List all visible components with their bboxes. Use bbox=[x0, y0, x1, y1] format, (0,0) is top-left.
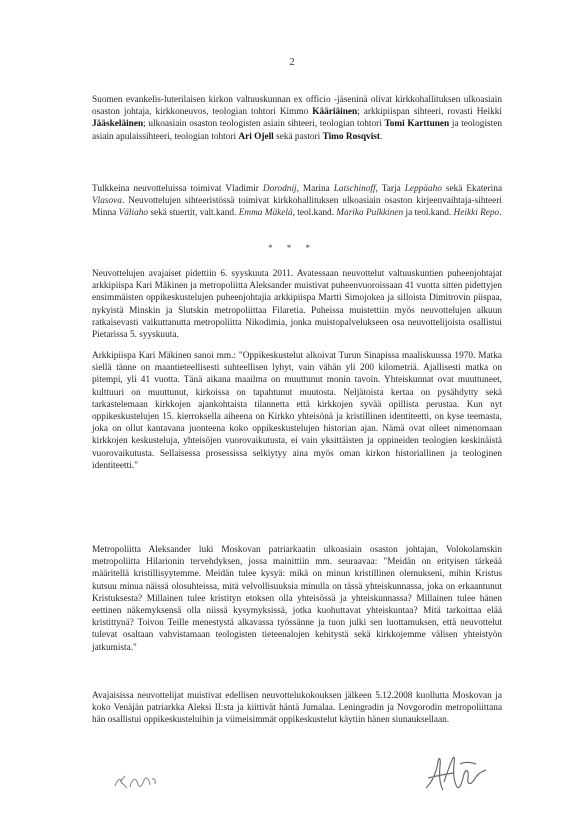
paragraph-archbishop-quote: Arkkipiispa Kari Mäkinen sanoi mm.: "Oppikeskustelut alkoivat Turun Sinapissa maaliskuussa 1970. Matka siellä tänne on maantieteellisesti suhteellisen lyhyt, vain vähän yli 200 kilometriä. Ajallisesti matka on pitempi, yli 41 vuotta. Tänä aikana maailma on muuttunut monin tavoin. Yhteiskunnat ovat muuttuneet, kulttuuri on muuttunut, kirkoissa on tapahtunut muutosta. Neljätoista kertaa on pysähdytty sekä tarkastelemaan kirkkojen ajankohtaista tilannetta että kirkkojen syvää opillista perustaa. Kun nyt oppikeskustelujen 15. kierroksella aiheena on Kirkko yhteisönä ja kristillinen identiteetti, on kyse teemasta, joka on ollut kantavana juonteena koko oppikeskustelujen historian ajan. Nämä ovat olleet nimenomaan kirkkojen keskusteluja, yhteisöjen vuorovaikutusta, ei vain yksittäisten ja oppineiden teologien keskinäistä vuorovaikutusta. Sellaisessa prosessissa selkiytyy aina myös oman kirkon historiallinen ja teologinen identiteetti." bbox=[92, 351, 502, 471]
text: sekä Ekaterina bbox=[441, 184, 502, 194]
paragraph-metropolitan-greeting: Metropoliitta Aleksander luki Moskovan patriarkaatin ulkoasiain osaston johtajan, Volokolamskin metropoliitta Hilarionin tervehdyksen, jossa mainittiin mm. seuraavaa: "Meidän on erityisen tärkeää määritellä kristillisyytemme. Meidän tulee kysyä: mikä on minun kristillinen olemukseni, mihin Kristus kutsuu minua näissä olosuhteissa, mitä velvollisuuksia minulla on tässä yhteiskunnassa, joka on erkaantunut Kristuksesta? Millainen tulee kristityn etoksen olla yhteisössä ja yhteiskunnassa? Millainen tulee hänen eettinen näkemyksensä olla niissä kysymyksissä, jotka kuohuttavat yhteiskuntaa? Mitä tarkoittaa elää kristittynä? Toivon Teille menestystä alkavassa työssänne ja tuon julki sen luottamuksen, että neuvottelut tulevat osaltaan vahvistamaan teologisten tieteenalojen kehitystä sekä kirkkojemme välisen yhteistyön jatkumista." bbox=[92, 545, 502, 653]
name-italic: Heikki Repo bbox=[453, 208, 500, 219]
name-italic: Latschinoff bbox=[333, 184, 376, 194]
paragraph-opening: Neuvottelujen avajaiset pidettiin 6. syyskuuta 2011. Avatessaan neuvottelut valtuuskuntien puheenjohtajat arkkipiispa Kari Mäkinen ja metropoliitta Aleksander muistivat puheenvuoroissaan 41 vuotta sitten pidettyjen ensimmäisten oppikeskustelujen puheenjohtajia arkkipiispa Martti Simojokea ja silloista Dimitrovin piispaa, nykyistä Minskin ja Slutskin metropoliittaa Filaretia. Puheissa muistettiin myös neuvottelujen alkuun ratkaisevasti vaikuttanutta metropoliitta Nikodimia, jonka muistopalvelukseen osa neuvottelijoista osallistui Pietarissa 5. syyskuuta. bbox=[92, 269, 502, 341]
text: . Neuvottelujen sihteeristössä toimivat kirkkohallituksen ulkoasiain osaston kirjeenvaihtaja-sihteeri Minna bbox=[92, 196, 502, 219]
name-italic: Leppäaho bbox=[404, 184, 442, 194]
name-bold: Jääskeläinen bbox=[92, 119, 144, 130]
text: sekä stuertit, valt.kand. bbox=[148, 208, 239, 219]
name-bold: Kääriäinen bbox=[312, 107, 358, 118]
name-bold: Tomi Karttunen bbox=[384, 119, 450, 130]
paragraph-delegation bbox=[92, 94, 502, 143]
handwritten-signature-right bbox=[420, 752, 492, 801]
text: sekä pastori bbox=[273, 131, 323, 142]
text: . bbox=[380, 131, 383, 142]
text: Suomen evankelis-luterilaisen kirkon valtuuskunnan ex officio -jäseninä olivat kirkkohallituksen ulkoasiain osaston johtaja, kirkkoneuvos, teologian tohtori Kimmo bbox=[92, 95, 502, 118]
name-italic: Emma Mäkelä bbox=[238, 208, 293, 219]
name-italic: Väliaho bbox=[118, 208, 149, 219]
paragraph-remembrance: Avajaisissa neuvottelijat muistivat edellisen neuvottelukokouksen jälkeen 5.12.2008 kuollutta Moskovan ja koko Venäjän patriarkka Aleksi II:sta ja kiittivät häntä Jumalaa. Leningradin ja Novgorodin metropoliittana hän osallistui oppikeskusteluihin ja viimeisimmät oppikeskustelut käytiin hänen siunauksellaan. bbox=[92, 691, 502, 726]
name-bold: Ari Ojell bbox=[238, 131, 274, 142]
text: . bbox=[499, 208, 502, 219]
paragraph-interpreters bbox=[92, 183, 502, 220]
page-number: 2 bbox=[289, 56, 295, 68]
section-separator: * * * bbox=[268, 243, 316, 253]
name-italic: Vlasova bbox=[92, 196, 122, 207]
handwritten-initials-left bbox=[112, 772, 158, 797]
text: , teol.kand. bbox=[292, 208, 337, 219]
text: , Tarja bbox=[375, 184, 405, 194]
text: Tulkkeina neuvotteluissa toimivat Vladimir bbox=[92, 184, 263, 194]
text: ; arkkipiispan sihteeri, rovasti Heikki bbox=[357, 107, 502, 118]
text: ja teol.kand. bbox=[403, 208, 454, 219]
name-italic: Marika Pulkkinen bbox=[336, 208, 404, 219]
name-bold: Timo Rosqvist bbox=[322, 131, 380, 142]
name-italic: Dorodnij bbox=[262, 184, 297, 194]
text: ja teologisten asiain apulaissihteeri, teologian tohtori bbox=[92, 119, 502, 142]
text: ; ulkoasiain osaston teologisten asiain sihteeri, teologian tohtori bbox=[143, 119, 385, 130]
text: , Marina bbox=[296, 184, 334, 194]
